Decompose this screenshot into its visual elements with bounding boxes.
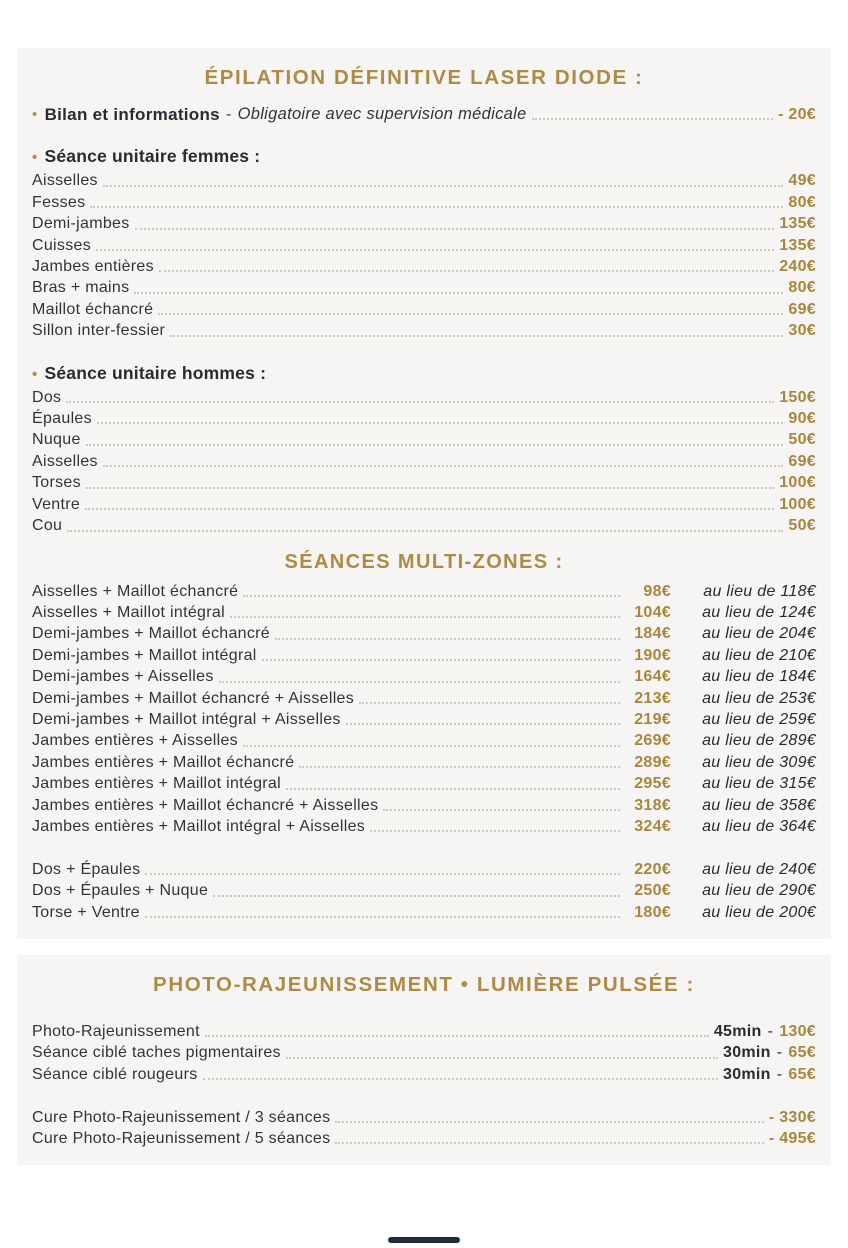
price-row [32, 429, 816, 450]
femmes-heading [32, 146, 816, 167]
dot-leader [286, 788, 620, 790]
item-label: Jambes entières + Maillot échancré [32, 753, 295, 771]
dot-leader [230, 616, 620, 618]
item-price: 130€ [779, 1022, 816, 1040]
bilan-row [32, 104, 816, 125]
dot-leader [370, 830, 620, 832]
item-price: 324€ [634, 817, 671, 835]
item-label: Séance ciblé rougeurs [32, 1065, 198, 1083]
price-row [32, 408, 816, 429]
dot-leader [170, 335, 783, 337]
item-price: 184€ [634, 625, 671, 643]
price-row [32, 1107, 816, 1128]
item-label: Torse + Ventre [32, 903, 140, 921]
item-old-price: au lieu de 315€ [702, 775, 816, 793]
item-label: Bras + mains [32, 279, 130, 297]
promo-price-row [32, 902, 816, 923]
dot-leader [205, 1035, 709, 1037]
dot-leader [134, 292, 783, 294]
item-old-price: au lieu de 289€ [702, 732, 816, 750]
price-row [32, 170, 816, 191]
item-price: 135€ [779, 236, 816, 254]
bilan-label: Bilan et informations [44, 105, 220, 124]
item-price: 269€ [634, 732, 671, 750]
item-price: 50€ [788, 517, 816, 535]
item-old-price: au lieu de 309€ [702, 753, 816, 771]
item-label: Fesses [32, 193, 86, 211]
item-label: Séance ciblé taches pigmentaires [32, 1044, 281, 1062]
item-price: - 495€ [768, 1130, 816, 1147]
dot-leader [135, 228, 775, 230]
dot-leader [299, 766, 620, 768]
dash-separator: - [776, 1065, 783, 1083]
photo-section-card [17, 955, 831, 1165]
duration-price-row [32, 1042, 816, 1063]
item-price: 69€ [788, 452, 816, 470]
duration-price-row [32, 1021, 816, 1042]
item-label: Dos + Épaules [32, 860, 141, 878]
item-old-price: au lieu de 240€ [702, 860, 816, 878]
item-price: 80€ [788, 193, 816, 211]
item-label: Demi-jambes + Maillot intégral [32, 646, 257, 664]
item-label: Sillon inter-fessier [32, 322, 166, 340]
dot-leader [213, 895, 620, 897]
item-label: Torses [32, 474, 81, 492]
item-price: 150€ [779, 388, 816, 406]
promo-price-row [32, 709, 816, 730]
promo-price-row [32, 795, 816, 816]
item-duration: 45min [713, 1022, 762, 1040]
price-row [32, 256, 816, 277]
multizones-price-list-2 [32, 859, 816, 923]
item-price: 240€ [779, 258, 816, 276]
dot-leader [97, 422, 783, 424]
item-label: Jambes entières + Aisselles [32, 732, 238, 750]
item-price: 69€ [788, 300, 816, 318]
item-label: Demi-jambes + Maillot intégral + Aisselles [32, 710, 341, 728]
promo-price-row [32, 730, 816, 751]
multizones-title: SÉANCES MULTI-ZONES : [284, 550, 564, 573]
item-label: Maillot échancré [32, 300, 154, 318]
promo-price-row [32, 688, 816, 709]
promo-price-row [32, 581, 816, 602]
laser-section-card [17, 48, 831, 939]
item-price: 220€ [634, 860, 671, 878]
item-old-price: au lieu de 118€ [703, 582, 816, 600]
item-label: Demi-jambes + Aisselles [32, 668, 214, 686]
hommes-heading-label: Séance unitaire hommes : [44, 362, 267, 383]
dot-leader [383, 809, 620, 811]
dot-leader [335, 1142, 763, 1144]
dot-leader [103, 465, 784, 467]
dot-leader [262, 659, 620, 661]
item-label: Demi-jambes + Maillot échancré + Aisselles [32, 689, 355, 707]
bilan-separator: - [225, 106, 232, 123]
dot-leader [335, 1121, 763, 1123]
item-label: Demi-jambes + Maillot échancré [32, 625, 270, 643]
hommes-price-list [32, 387, 816, 537]
promo-price-row [32, 816, 816, 837]
price-row [32, 213, 816, 234]
item-price: 80€ [788, 279, 816, 297]
item-old-price: au lieu de 124€ [702, 603, 816, 621]
bullet-icon: • [32, 149, 38, 167]
photo-section-title: PHOTO-RAJEUNISSEMENT • LUMIÈRE PULSÉE : [153, 972, 695, 996]
dot-leader [243, 745, 620, 747]
dot-leader [286, 1057, 718, 1059]
dash-separator: - [776, 1044, 783, 1062]
dot-leader [359, 702, 620, 704]
dot-leader [275, 638, 620, 640]
dot-leader [532, 118, 773, 120]
price-row [32, 494, 816, 515]
item-price: 318€ [634, 796, 671, 814]
item-label: Nuque [32, 431, 81, 449]
promo-price-row [32, 602, 816, 623]
dot-leader [203, 1078, 718, 1080]
item-price: 104€ [634, 603, 671, 621]
duration-price-row [32, 1064, 816, 1085]
dot-leader [86, 444, 784, 446]
dot-leader [67, 530, 783, 532]
dot-leader [66, 401, 774, 403]
price-row [32, 472, 816, 493]
price-row [32, 277, 816, 298]
item-old-price: au lieu de 184€ [702, 668, 816, 686]
item-label: Cuisses [32, 236, 92, 254]
item-old-price: au lieu de 253€ [702, 689, 816, 707]
price-row [32, 235, 816, 256]
dot-leader [346, 723, 620, 725]
item-price: 65€ [788, 1065, 816, 1083]
item-old-price: au lieu de 364€ [702, 817, 816, 835]
cure-price-list [32, 1107, 816, 1150]
promo-price-row [32, 752, 816, 773]
spacer [32, 1011, 816, 1021]
laser-section-title: ÉPILATION DÉFINITIVE LASER DIODE : [204, 66, 644, 89]
item-price: - 330€ [768, 1108, 816, 1126]
item-label: Jambes entières [32, 258, 154, 276]
item-price: 135€ [779, 215, 816, 233]
item-label: Dos + Épaules + Nuque [32, 882, 209, 900]
bilan-note: Obligatoire avec supervision médicale [237, 105, 527, 123]
item-label: Photo-Rajeunissement [32, 1022, 200, 1040]
dot-leader [158, 313, 783, 315]
item-old-price: au lieu de 204€ [702, 625, 816, 643]
item-label: Cure Photo-Rajeunissement / 3 séances [32, 1108, 331, 1126]
item-price: 100€ [779, 495, 816, 513]
price-row [32, 299, 816, 320]
item-old-price: au lieu de 259€ [702, 710, 816, 728]
item-label: Jambes entières + Maillot intégral [32, 775, 281, 793]
dot-leader [103, 185, 784, 187]
dot-leader [96, 249, 774, 251]
bullet-icon: • [32, 106, 38, 123]
item-label: Cou [32, 517, 63, 535]
item-label: Ventre [32, 495, 81, 513]
femmes-heading-label: Séance unitaire femmes : [44, 146, 261, 167]
promo-price-row [32, 623, 816, 644]
item-price: 190€ [634, 646, 671, 664]
photo-price-list [32, 1021, 816, 1085]
bilan-price: - 20€ [778, 106, 816, 123]
hommes-heading [32, 363, 816, 384]
promo-price-row [32, 645, 816, 666]
dot-leader [85, 508, 774, 510]
item-price: 65€ [788, 1044, 816, 1062]
item-old-price: au lieu de 210€ [702, 646, 816, 664]
price-list-page [0, 48, 848, 1165]
promo-price-row [32, 880, 816, 901]
spacer [32, 837, 816, 858]
item-label: Jambes entières + Maillot intégral + Aisselles [32, 817, 366, 835]
item-duration: 30min [723, 1065, 771, 1083]
item-price: 98€ [643, 582, 671, 600]
item-price: 100€ [779, 474, 816, 492]
bullet-icon: • [32, 365, 38, 383]
price-row [32, 451, 816, 472]
item-label: Aisselles [32, 172, 98, 190]
promo-price-row [32, 773, 816, 794]
item-label: Épaules [32, 410, 92, 428]
item-price: 219€ [634, 710, 671, 728]
item-price: 180€ [634, 903, 671, 921]
price-row [32, 1128, 816, 1149]
item-price: 164€ [634, 668, 671, 686]
item-label: Demi-jambes [32, 215, 130, 233]
price-row [32, 515, 816, 536]
item-old-price: au lieu de 290€ [702, 882, 816, 900]
price-row [32, 192, 816, 213]
item-price: 49€ [788, 172, 816, 190]
price-row [32, 320, 816, 341]
item-price: 90€ [788, 410, 816, 428]
item-price: 295€ [634, 775, 671, 793]
item-old-price: au lieu de 358€ [702, 796, 816, 814]
item-price: 50€ [788, 431, 816, 449]
item-label: Jambes entières + Maillot échancré + Aisselles [32, 796, 379, 814]
item-duration: 30min [723, 1044, 771, 1062]
item-price: 213€ [634, 689, 671, 707]
dot-leader [86, 487, 774, 489]
promo-price-row [32, 666, 816, 687]
dot-leader [243, 595, 620, 597]
item-price: 30€ [788, 322, 816, 340]
item-label: Dos [32, 388, 62, 406]
item-label: Cure Photo-Rajeunissement / 5 séances [32, 1130, 331, 1147]
item-label: Aisselles + Maillot intégral [32, 603, 225, 621]
price-row [32, 387, 816, 408]
item-label: Aisselles + Maillot échancré [32, 582, 239, 600]
dot-leader [219, 681, 620, 683]
item-label: Aisselles [32, 452, 98, 470]
dot-leader [145, 916, 620, 918]
dot-leader [90, 206, 783, 208]
spacer [32, 1085, 816, 1106]
dot-leader [159, 270, 774, 272]
item-price: 289€ [634, 753, 671, 771]
item-old-price: au lieu de 200€ [702, 903, 816, 921]
dash-separator: - [767, 1022, 774, 1040]
promo-price-row [32, 859, 816, 880]
home-indicator [388, 1237, 460, 1243]
multizones-price-list [32, 581, 816, 838]
dot-leader [145, 873, 620, 875]
item-price: 250€ [634, 882, 671, 900]
femmes-price-list [32, 170, 816, 341]
